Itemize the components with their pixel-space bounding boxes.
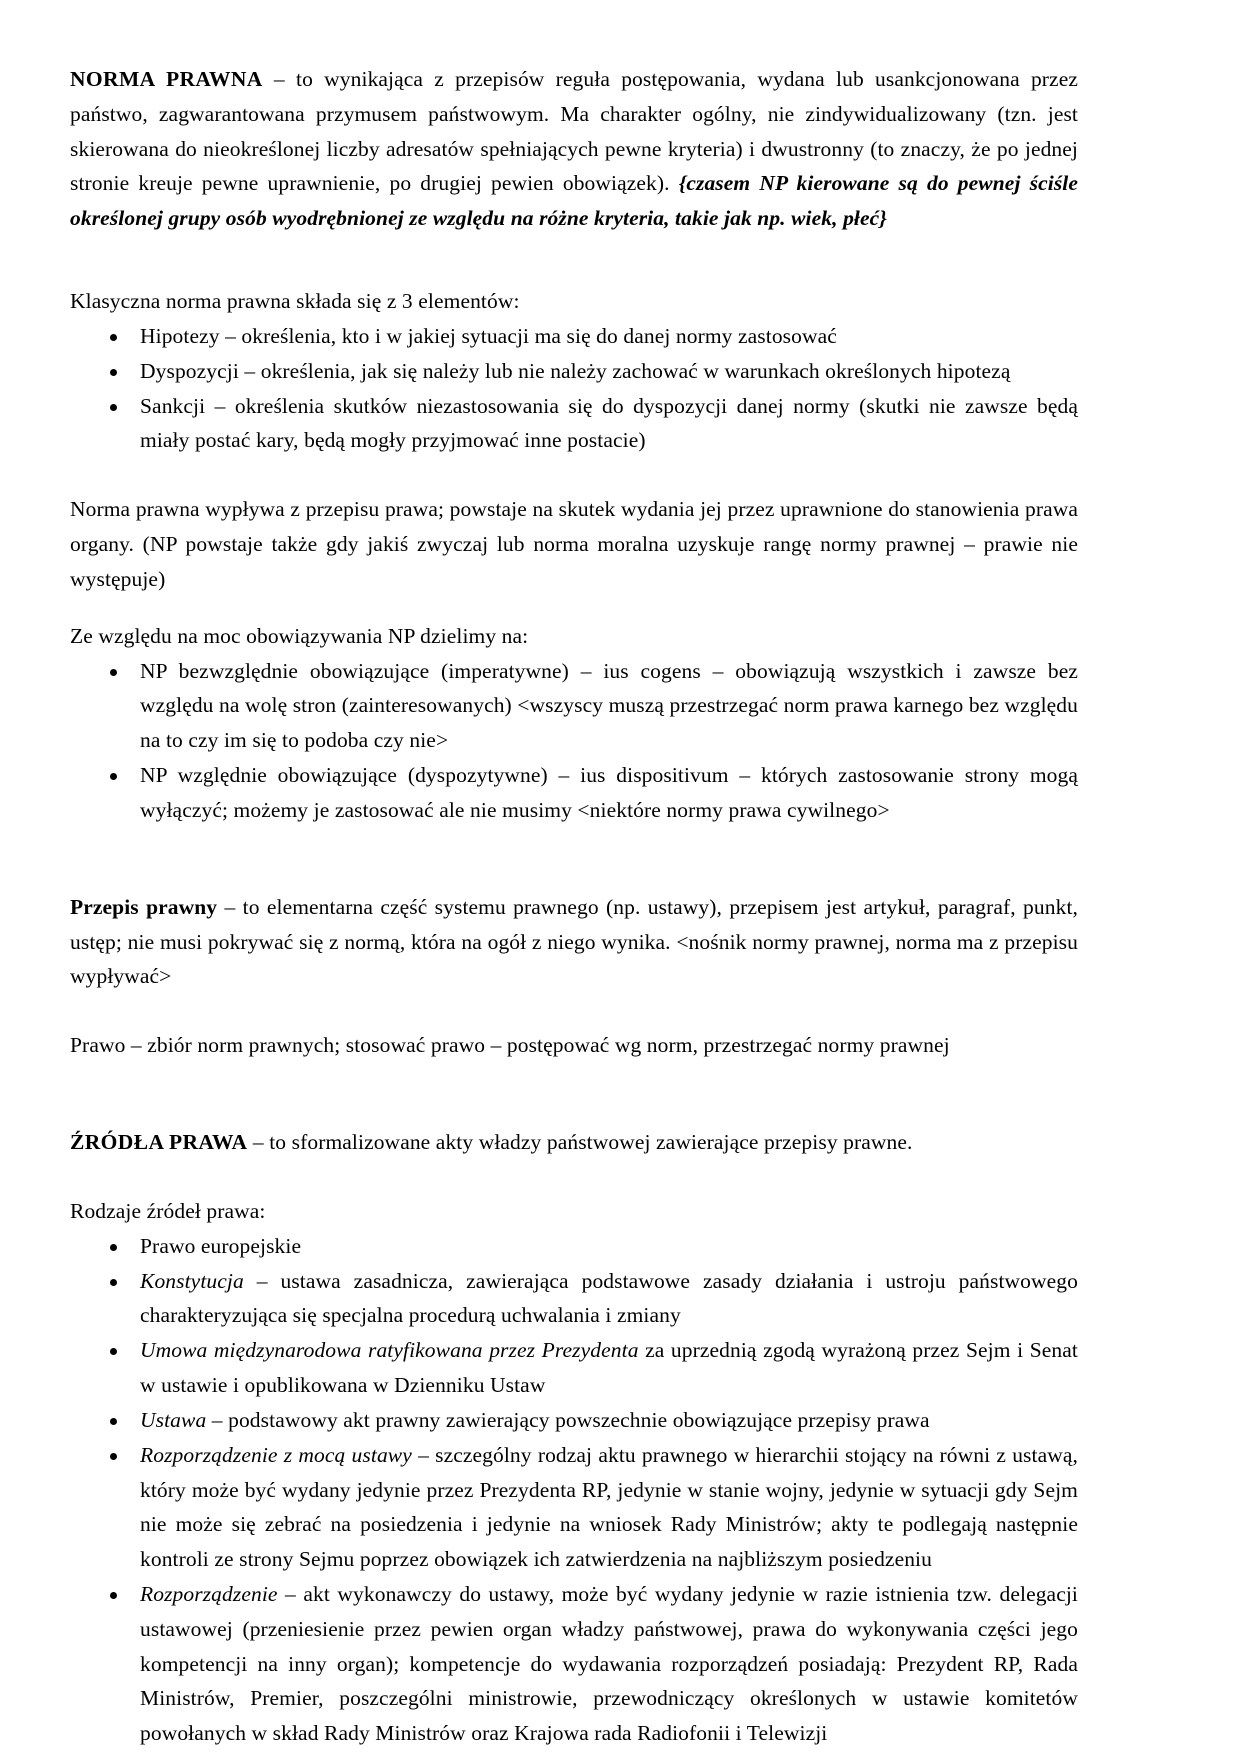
paragraph-norma-prawna bbox=[70, 62, 1078, 236]
paragraph-zrodla-prawa bbox=[70, 1125, 1078, 1160]
paragraph-norma-wyplywa: Norma prawna wypływa z przepisu prawa; powstaje na skutek wydania jej przez uprawnione do stanowienia prawa organy. (NP powstaje także gdy jakiś zwyczaj lub norma moralna uzyskuje rangę normy prawnej – prawie nie występuje) bbox=[70, 497, 1078, 591]
list-item: Dyspozycji – określenia, jak się należy lub nie należy zachować w warunkach określonych hipotezą bbox=[70, 354, 1078, 389]
norma-prawna-definition: – to wynikająca z przepisów reguła postępowania, wydana lub usankcjonowana przez państwo, zagwarantowana przymusem państwowym. Ma charakter ogólny, nie zindywidualizowany (tzn. jest skierowana do nieokreślonej liczby adresatów spełniających pewne kryteria) i dwustronny (to znaczy, że po jednej stronie kreuje pewne uprawnienie, po drugiej pewien obowiązek). bbox=[70, 67, 1078, 196]
heading-zrodla-prawa: ŹRÓDŁA PRAWA bbox=[70, 1130, 248, 1155]
spacer bbox=[70, 828, 1078, 890]
spacer bbox=[70, 994, 1078, 1028]
list-item: Hipotezy – określenia, kto i w jakiej sytuacji ma się do danej normy zastosować bbox=[70, 319, 1078, 354]
list-item bbox=[70, 1264, 1078, 1334]
list-item-term: Rozporządzenie bbox=[140, 1581, 278, 1606]
paragraph-moc-intro: Ze względu na moc obowiązywania NP dzielimy na: bbox=[70, 623, 529, 648]
zrodla-prawa-definition: – to sformalizowane akty władzy państwowej zawierające przepisy prawne. bbox=[247, 1130, 913, 1155]
paragraph-przepis-prawny bbox=[70, 890, 1078, 994]
paragraph-rodzaje-intro: Rodzaje źródeł prawa: bbox=[70, 1198, 266, 1223]
list-item: Sankcji – określenia skutków niezastosowania się do dyspozycji danej normy (skutki nie zawsze będą miały postać kary, będą mogły przyjmować inne postacie) bbox=[70, 389, 1078, 459]
przepis-prawny-definition: – to elementarna część systemu prawnego (np. ustawy), przepisem jest artykuł, paragraf, punkt, ustęp; nie musi pokrywać się z normą, która na ogół z niego wynika. <nośnik normy prawnej, norma ma z przepisu wypływać> bbox=[70, 894, 1078, 989]
spacer bbox=[70, 1160, 1078, 1194]
list-elementy-normy bbox=[70, 319, 1078, 458]
spacer bbox=[70, 1063, 1078, 1125]
list-item-text: za uprzednią zgodą wyrażoną przez Sejm i Senat w ustawie i opublikowana w Dzienniku Ustaw bbox=[140, 1338, 1078, 1398]
list-item: NP bezwzględnie obowiązujące (imperatywne) – ius cogens – obowiązują wszystkich i zawsze bez względu na wolę stron (zainteresowanych) <wszyscy muszą przestrzegać norm prawa karnego bez względu na to czy im się to podoba czy nie> bbox=[70, 654, 1078, 758]
norma-prawna-braces-note: {czasem NP kierowane są do pewnej ściśle określonej grupy osób wyodrębnionej ze względu na różne kryteria, takie jak np. wiek, płeć} bbox=[70, 171, 1079, 231]
spacer bbox=[70, 236, 1078, 284]
paragraph-elementy-intro: Klasyczna norma prawna składa się z 3 elementów: bbox=[70, 289, 520, 314]
paragraph-prawo: Prawo – zbiór norm prawnych; stosować prawo – postępować wg norm, przestrzegać normy prawnej bbox=[70, 1033, 950, 1058]
document-body bbox=[70, 62, 1078, 1751]
list-item-text: Prawo europejskie bbox=[140, 1233, 302, 1258]
list-item-term: Rozporządzenie z mocą ustawy bbox=[140, 1442, 412, 1467]
list-item: NP względnie obowiązujące (dyspozytywne) – ius dispositivum – których zastosowanie strony mogą wyłączyć; możemy je zastosować ale nie musimy <niektóre normy prawa cywilnego> bbox=[70, 758, 1078, 828]
list-item bbox=[70, 1403, 1078, 1438]
heading-norma-prawna: NORMA PRAWNA bbox=[70, 67, 263, 91]
spacer bbox=[70, 597, 1078, 619]
list-item bbox=[70, 1333, 1078, 1403]
list-item-text: – szczególny rodzaj aktu prawnego w hierarchii stojący na równi z ustawą, który może być wydany jedynie przez Prezydenta RP, jedynie w stanie wojny, jedynie w sytuacji gdy Sejm nie może się zebrać na posiedzenia i jedynie na wniosek Rady Ministrów; akty te podlegają następnie kontroli ze strony Sejmu poprzez obowiązek ich zatwierdzenia na najbliższym posiedzeniu bbox=[140, 1442, 1078, 1572]
list-item-term: Umowa międzynarodowa ratyfikowana przez Prezydenta bbox=[140, 1338, 639, 1363]
list-item bbox=[70, 1438, 1078, 1577]
list-item-text: – ustawa zasadnicza, zawierająca podstawowe zasady działania i ustroju państwowego charakteryzująca się specjalna procedurą uchwalania i zmiany bbox=[140, 1268, 1078, 1328]
list-item-text: – akt wykonawczy do ustawy, może być wydany jedynie w razie istnienia tzw. delegacji ustawowej (przeniesienie przez pewien organ władzy państwowej, prawa do wykonywania części jego kompetencji na inny organ); kompetencje do wydawania rozporządzeń posiadają: Prezydent RP, Rada Ministrów, Premier, poszczególni ministrowie, przewodniczący określonych w ustawie komitetów powołanych w skład Rady Ministrów oraz Krajowa rada Radiofonii i Telewizji bbox=[140, 1581, 1078, 1746]
list-moc-obowiazywania bbox=[70, 654, 1078, 828]
list-item bbox=[70, 1577, 1078, 1751]
list-rodzaje-zrodel bbox=[70, 1229, 1078, 1751]
list-item-text: – podstawowy akt prawny zawierający powszechnie obowiązujące przepisy prawa bbox=[206, 1407, 930, 1432]
spacer bbox=[70, 458, 1078, 492]
heading-przepis-prawny: Przepis prawny bbox=[70, 894, 218, 919]
list-item-term: Konstytucja bbox=[140, 1268, 244, 1293]
list-item-term: Ustawa bbox=[140, 1407, 207, 1432]
list-item bbox=[70, 1229, 1078, 1264]
